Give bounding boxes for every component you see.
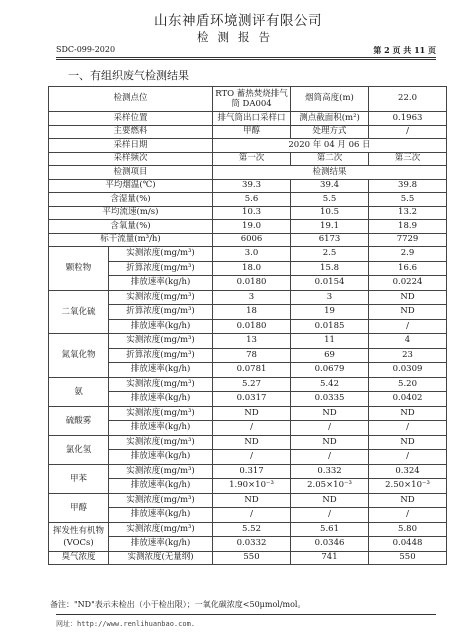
- measure-value: 4: [369, 334, 447, 349]
- param-value: 39.8: [369, 179, 447, 193]
- measure-value: 5.42: [291, 377, 369, 392]
- measure-label: 实测浓度(mg/m³): [109, 406, 213, 421]
- sampling-position-value: 排气筒出口采样口: [213, 112, 291, 126]
- table-row: [49, 551, 447, 565]
- measure-value: 0.0448: [369, 537, 447, 552]
- measure-value: 0.0309: [369, 363, 447, 378]
- stack-height-value: 22.0: [369, 87, 447, 112]
- measure-value: ND: [213, 493, 291, 508]
- measure-value: ND: [369, 305, 447, 320]
- measure-value: ND: [369, 435, 447, 450]
- table-row: [49, 421, 447, 436]
- item-label: 检测项目: [49, 166, 213, 180]
- measure-label: 排放速率(kg/h): [109, 392, 213, 407]
- remark-note: 备注："ND"表示未检出（小于检出限）；一氧化碳浓度<50μmol/mol。: [50, 600, 306, 609]
- measure-label: 折算浓度(mg/m³): [109, 348, 213, 363]
- measure-value: 5.61: [291, 522, 369, 537]
- measure-value: /: [291, 450, 369, 465]
- measure-label: 排放速率(kg/h): [109, 508, 213, 523]
- section-title: 一、有组织废气检测结果: [68, 69, 189, 82]
- measure-label: 排放速率(kg/h): [109, 421, 213, 436]
- measure-value: 2.50×10⁻³: [369, 479, 447, 494]
- table-row: [49, 166, 447, 180]
- table-row: [49, 450, 447, 465]
- odor-unit: 实测浓度(无量纲): [109, 551, 213, 565]
- measure-value: 23: [369, 348, 447, 363]
- param-label: 标干流量(m³/h): [49, 233, 213, 247]
- measure-label: 折算浓度(mg/m³): [109, 305, 213, 320]
- measure-label: 实测浓度(mg/m³): [109, 247, 213, 262]
- measure-value: 3: [213, 290, 291, 305]
- table-row: [49, 377, 447, 392]
- odor-value: 550: [213, 551, 291, 565]
- header-rule-2: [56, 59, 436, 60]
- measure-value: 78: [213, 348, 291, 363]
- table-row: [49, 435, 447, 450]
- table-row: [49, 87, 447, 112]
- param-label: 平均烟温(℃): [49, 179, 213, 193]
- run-3-header: 第三次: [369, 152, 447, 166]
- page-info: 第 2 页 共 11 页: [373, 45, 436, 55]
- measure-label: 实测浓度(mg/m³): [109, 464, 213, 479]
- measure-value: 2.05×10⁻³: [291, 479, 369, 494]
- measure-label: 折算浓度(mg/m³): [109, 261, 213, 276]
- measure-value: /: [369, 508, 447, 523]
- param-value: 6006: [213, 233, 291, 247]
- point-label: 检测点位: [49, 87, 213, 112]
- param-label: 含氧量(%): [49, 220, 213, 234]
- pollutant-name: 氯化氢: [49, 435, 109, 464]
- param-value: 13.2: [369, 206, 447, 220]
- measure-label: 排放速率(kg/h): [109, 319, 213, 334]
- measure-label: 排放速率(kg/h): [109, 276, 213, 291]
- pollutant-name: 氨: [49, 377, 109, 406]
- measure-value: ND: [369, 290, 447, 305]
- param-label: 含湿量(%): [49, 193, 213, 207]
- measure-value: 69: [291, 348, 369, 363]
- table-row: [49, 233, 447, 247]
- param-value: 5.6: [213, 193, 291, 207]
- param-value: 39.3: [213, 179, 291, 193]
- measure-label: 排放速率(kg/h): [109, 363, 213, 378]
- param-value: 7729: [369, 233, 447, 247]
- pollutant-name: 颗粒物: [49, 247, 109, 291]
- table-row: [49, 508, 447, 523]
- param-value: 19.0: [213, 220, 291, 234]
- measure-label: 实测浓度(mg/m³): [109, 377, 213, 392]
- measure-label: 实测浓度(mg/m³): [109, 522, 213, 537]
- param-label: 平均流速(m/s): [49, 206, 213, 220]
- measure-value: 0.0180: [213, 276, 291, 291]
- measure-value: /: [369, 450, 447, 465]
- table-row: [49, 493, 447, 508]
- measure-value: 0.0180: [213, 319, 291, 334]
- table-row: [49, 261, 447, 276]
- footer-rule: [56, 614, 436, 615]
- measure-value: 0.0781: [213, 363, 291, 378]
- table-row: [49, 247, 447, 262]
- param-value: 19.1: [291, 220, 369, 234]
- table-row: [49, 112, 447, 126]
- measure-label: 实测浓度(mg/m³): [109, 435, 213, 450]
- odor-value: 741: [291, 551, 369, 565]
- param-value: 10.3: [213, 206, 291, 220]
- param-value: 10.5: [291, 206, 369, 220]
- table-row: [49, 537, 447, 552]
- measure-value: /: [291, 508, 369, 523]
- measure-value: /: [369, 319, 447, 334]
- param-value: 18.9: [369, 220, 447, 234]
- sampling-position-label: 采样位置: [49, 112, 213, 126]
- table-row: [49, 206, 447, 220]
- run-1-header: 第一次: [213, 152, 291, 166]
- measure-value: 0.0224: [369, 276, 447, 291]
- measure-value: 11: [291, 334, 369, 349]
- table-row: [49, 139, 447, 153]
- measure-label: 排放速率(kg/h): [109, 537, 213, 552]
- fuel-value: 甲醇: [213, 125, 291, 139]
- param-value: 5.5: [291, 193, 369, 207]
- table-row: [49, 406, 447, 421]
- results-table-body: [49, 87, 447, 565]
- measure-value: 13: [213, 334, 291, 349]
- website-footer: 网址：http://www.renlihuanbao.com.: [56, 620, 196, 628]
- measure-value: ND: [213, 406, 291, 421]
- odor-label: 臭气浓度: [49, 551, 109, 565]
- header-rule: [56, 57, 436, 58]
- measure-value: 3: [291, 290, 369, 305]
- pollutant-name: 二氧化硫: [49, 290, 109, 334]
- measure-value: 0.0154: [291, 276, 369, 291]
- fuel-label: 主要燃料: [49, 125, 213, 139]
- table-row: [49, 193, 447, 207]
- table-row: [49, 334, 447, 349]
- company-name: 山东神盾环境测评有限公司: [154, 13, 322, 29]
- param-value: 6173: [291, 233, 369, 247]
- table-row: [49, 479, 447, 494]
- param-value: 39.4: [291, 179, 369, 193]
- measure-value: 16.6: [369, 261, 447, 276]
- table-row: [49, 363, 447, 378]
- measure-value: 2.5: [291, 247, 369, 262]
- pollutant-name: 硫酸雾: [49, 406, 109, 435]
- table-row: [49, 348, 447, 363]
- frequency-label: 采样频次: [49, 152, 213, 166]
- report-title: 检测报告: [197, 30, 279, 44]
- table-row: [49, 464, 447, 479]
- measure-value: 0.324: [369, 464, 447, 479]
- table-row: [49, 220, 447, 234]
- measure-value: 0.0332: [213, 537, 291, 552]
- run-2-header: 第二次: [291, 152, 369, 166]
- area-label: 测点截面积(m²): [291, 112, 369, 126]
- measure-value: 18.0: [213, 261, 291, 276]
- measure-value: 5.27: [213, 377, 291, 392]
- measure-value: 0.0317: [213, 392, 291, 407]
- sampling-date-label: 采样日期: [49, 139, 213, 153]
- area-value: 0.1963: [369, 112, 447, 126]
- measure-value: 3.0: [213, 247, 291, 262]
- table-row: [49, 522, 447, 537]
- measure-value: 1.90×10⁻³: [213, 479, 291, 494]
- measure-value: 0.0679: [291, 363, 369, 378]
- pollutant-name: 挥发性有机物(VOCs): [49, 522, 109, 551]
- measure-label: 排放速率(kg/h): [109, 450, 213, 465]
- param-value: 5.5: [369, 193, 447, 207]
- treatment-value: /: [369, 125, 447, 139]
- measure-value: /: [213, 421, 291, 436]
- measure-value: ND: [291, 406, 369, 421]
- document-number: SDC-099-2020: [56, 45, 116, 54]
- measure-value: 5.52: [213, 522, 291, 537]
- result-label: 检测结果: [213, 166, 447, 180]
- measure-value: /: [213, 508, 291, 523]
- table-row: [49, 152, 447, 166]
- point-value: RTO 蓄热焚烧排气筒 DA004: [213, 87, 291, 112]
- pollutant-name: 氮氧化物: [49, 334, 109, 378]
- measure-value: 0.317: [213, 464, 291, 479]
- header-line: [56, 45, 436, 56]
- measure-value: ND: [369, 406, 447, 421]
- measure-value: 5.80: [369, 522, 447, 537]
- measure-value: 0.0402: [369, 392, 447, 407]
- table-row: [49, 179, 447, 193]
- sampling-date-value: 2020 年 04 月 06 日: [213, 139, 447, 153]
- measure-value: 0.332: [291, 464, 369, 479]
- odor-value: 550: [369, 551, 447, 565]
- table-row: [49, 305, 447, 320]
- measure-value: 15.8: [291, 261, 369, 276]
- stack-height-label: 烟筒高度(m): [291, 87, 369, 112]
- table-row: [49, 319, 447, 334]
- table-row: [49, 392, 447, 407]
- measure-value: 0.0185: [291, 319, 369, 334]
- table-row: [49, 276, 447, 291]
- measure-value: 0.0335: [291, 392, 369, 407]
- measure-value: 19: [291, 305, 369, 320]
- measure-value: /: [291, 421, 369, 436]
- measure-label: 实测浓度(mg/m³): [109, 290, 213, 305]
- measure-value: ND: [369, 493, 447, 508]
- measure-value: 18: [213, 305, 291, 320]
- measure-value: /: [369, 421, 447, 436]
- measure-value: ND: [213, 435, 291, 450]
- pollutant-name: 甲醇: [49, 493, 109, 522]
- table-row: [49, 125, 447, 139]
- treatment-label: 处理方式: [291, 125, 369, 139]
- measure-value: ND: [291, 435, 369, 450]
- measure-value: 2.9: [369, 247, 447, 262]
- measure-value: 5.20: [369, 377, 447, 392]
- measure-label: 排放速率(kg/h): [109, 479, 213, 494]
- measure-label: 实测浓度(mg/m³): [109, 334, 213, 349]
- table-row: [49, 290, 447, 305]
- measure-value: ND: [291, 493, 369, 508]
- measure-label: 实测浓度(mg/m³): [109, 493, 213, 508]
- pollutant-name: 甲苯: [49, 464, 109, 493]
- results-table: [48, 86, 447, 565]
- measure-value: /: [213, 450, 291, 465]
- measure-value: 0.0346: [291, 537, 369, 552]
